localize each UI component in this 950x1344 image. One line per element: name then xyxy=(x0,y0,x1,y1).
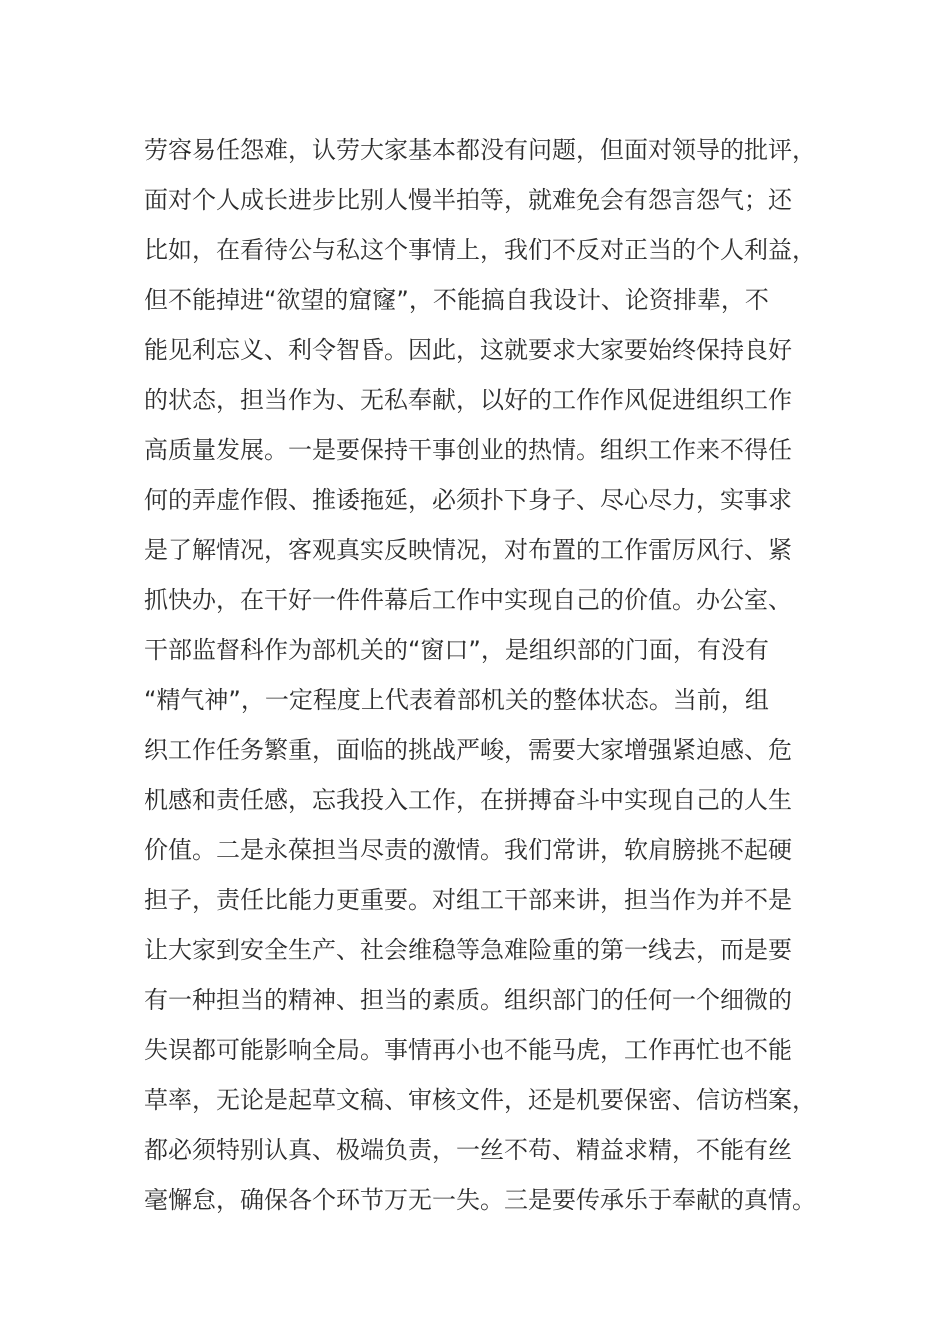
text-line: 价值。二是永葆担当尽责的激情。我们常讲，软肩膀挑不起硬 xyxy=(144,836,792,864)
text-line: 能见利忘义、利令智昏。因此，这就要求大家要始终保持良好 xyxy=(144,336,792,364)
text-line: 比如，在看待公与私这个事情上，我们不反对正当的个人利益， xyxy=(144,236,816,264)
text-line: 毫懈怠，确保各个环节万无一失。三是要传承乐于奉献的真情。 xyxy=(144,1186,816,1214)
text-line: 担子，责任比能力更重要。对组工干部来讲，担当作为并不是 xyxy=(144,886,792,914)
text-line: 有一种担当的精神、担当的素质。组织部门的任何一个细微的 xyxy=(144,986,792,1014)
text-line: 的状态，担当作为、无私奉献，以好的工作作风促进组织工作 xyxy=(144,386,792,414)
text-line: 面对个人成长进步比别人慢半拍等，就难免会有怨言怨气；还 xyxy=(144,186,792,214)
text-line: 织工作任务繁重，面临的挑战严峻，需要大家增强紧迫感、危 xyxy=(144,736,792,764)
text-line: 是了解情况，客观真实反映情况，对布置的工作雷厉风行、紧 xyxy=(144,536,792,564)
text-line: 都必须特别认真、极端负责，一丝不苟、精益求精，不能有丝 xyxy=(144,1136,792,1164)
text-line: 草率，无论是起草文稿、审核文件，还是机要保密、信访档案， xyxy=(144,1086,816,1114)
body-paragraph xyxy=(144,125,844,1225)
text-line: 干部监督科作为部机关的“窗口”，是组织部的门面，有没有 xyxy=(144,636,769,664)
text-line: 何的弄虚作假、推诿拖延，必须扑下身子、尽心尽力，实事求 xyxy=(144,486,792,514)
text-line: 机感和责任感，忘我投入工作，在拼搏奋斗中实现自己的人生 xyxy=(144,786,792,814)
text-line: 但不能掉进“欲望的窟窿”，不能搞自我设计、论资排辈，不 xyxy=(144,286,769,314)
text-line: “精气神”，一定程度上代表着部机关的整体状态。当前，组 xyxy=(144,686,769,714)
text-line: 高质量发展。一是要保持干事创业的热情。组织工作来不得任 xyxy=(144,436,792,464)
text-line: 让大家到安全生产、社会维稳等急难险重的第一线去，而是要 xyxy=(144,936,792,964)
text-line: 劳容易任怨难，认劳大家基本都没有问题，但面对领导的批评， xyxy=(144,136,816,164)
text-line: 抓快办，在干好一件件幕后工作中实现自己的价值。办公室、 xyxy=(144,586,792,614)
text-line: 失误都可能影响全局。事情再小也不能马虎，工作再忙也不能 xyxy=(144,1036,792,1064)
